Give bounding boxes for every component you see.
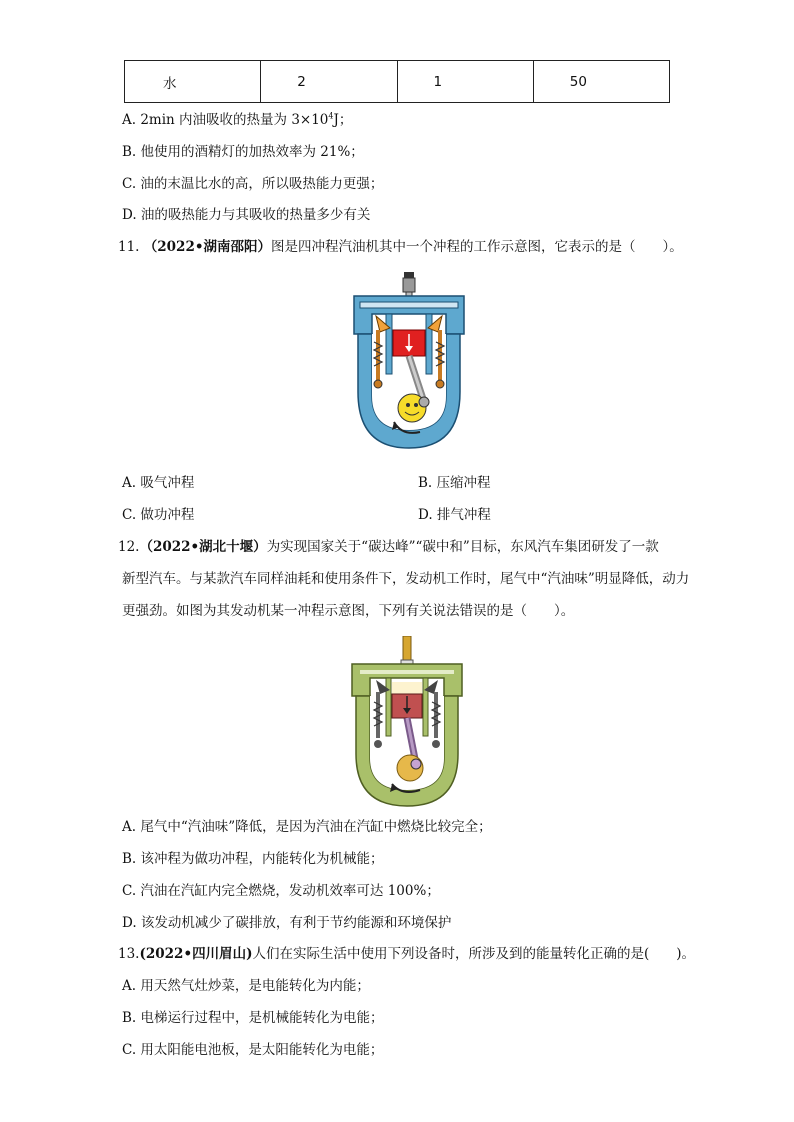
table-cell: 2 (261, 61, 397, 103)
table-row (125, 61, 670, 103)
q10-option-c: C. 油的末温比水的高，所以吸热能力更强； (122, 176, 384, 192)
q11-option-a: A. 吸气冲程 (122, 475, 195, 491)
engine-diagram-1 (350, 272, 468, 454)
q11-option-c: C. 做功冲程 (122, 507, 195, 523)
table-cell: 50 (533, 61, 669, 103)
q10-option-a-exponent: 4 (328, 111, 334, 121)
table-cell: 1 (397, 61, 533, 103)
table-cell: 水 (125, 61, 261, 103)
q10-option-a (122, 110, 352, 130)
q11-source: （2022•湖南邵阳） (143, 239, 271, 255)
q12-source: （2022•湖北十堰） (139, 539, 267, 555)
q10-option-a-text: A. 2min 内油吸收的热量为 3×10 (122, 112, 329, 128)
engine-diagram-2 (348, 636, 466, 812)
q13-stem (118, 944, 695, 964)
data-table (124, 60, 670, 103)
q13-option-c: C. 用太阳能电池板，是太阳能转化为电能； (122, 1042, 384, 1058)
q11-option-d: D. 排气冲程 (418, 507, 491, 523)
q13-number: 13. (118, 946, 140, 962)
q11-stem (118, 237, 683, 257)
q11-number: 11. (118, 239, 144, 255)
q12-stem-line-2: 新型汽车。与某款汽车同样油耗和使用条件下，发动机工作时，尾气中“汽油味”明显降低，动力 (122, 571, 690, 587)
q10-option-b: B. 他使用的酒精灯的加热效率为 21%； (122, 144, 364, 160)
q12-option-a: A. 尾气中“汽油味”降低，是因为汽油在汽缸中燃烧比较完全； (122, 819, 492, 835)
q10-option-a-unit: J； (333, 112, 353, 128)
q12-stem-line-3: 更强劲。如图为其发动机某一冲程示意图，下列有关说法错误的是（ ）。 (122, 603, 575, 619)
q12-option-c: C. 汽油在汽缸内完全燃烧，发动机效率可达 100%； (122, 883, 440, 899)
q11-option-b: B. 压缩冲程 (418, 475, 491, 491)
q13-option-b: B. 电梯运行过程中，是机械能转化为电能； (122, 1010, 384, 1026)
q13-source: (2022•四川眉山) (139, 946, 253, 962)
q13-stem-text: 人们在实际生活中使用下列设备时，所涉及到的能量转化正确的是( )。 (252, 946, 696, 962)
q10-option-d: D. 油的吸热能力与其吸收的热量多少有关 (122, 207, 371, 223)
q13-option-a: A. 用天然气灶炒菜，是电能转化为内能； (122, 978, 370, 994)
q12-stem-text-1: 为实现国家关于“碳达峰”“碳中和”目标，东风汽车集团研发了一款 (266, 539, 659, 555)
q12-option-d: D. 该发动机减少了碳排放，有利于节约能源和环境保护 (122, 915, 452, 931)
q12-stem-line-1 (118, 537, 659, 557)
q12-option-b: B. 该冲程为做功冲程，内能转化为机械能； (122, 851, 384, 867)
q11-stem-text: 图是四冲程汽油机其中一个冲程的工作示意图，它表示的是（ ）。 (270, 239, 683, 255)
q12-number: 12. (118, 539, 140, 555)
